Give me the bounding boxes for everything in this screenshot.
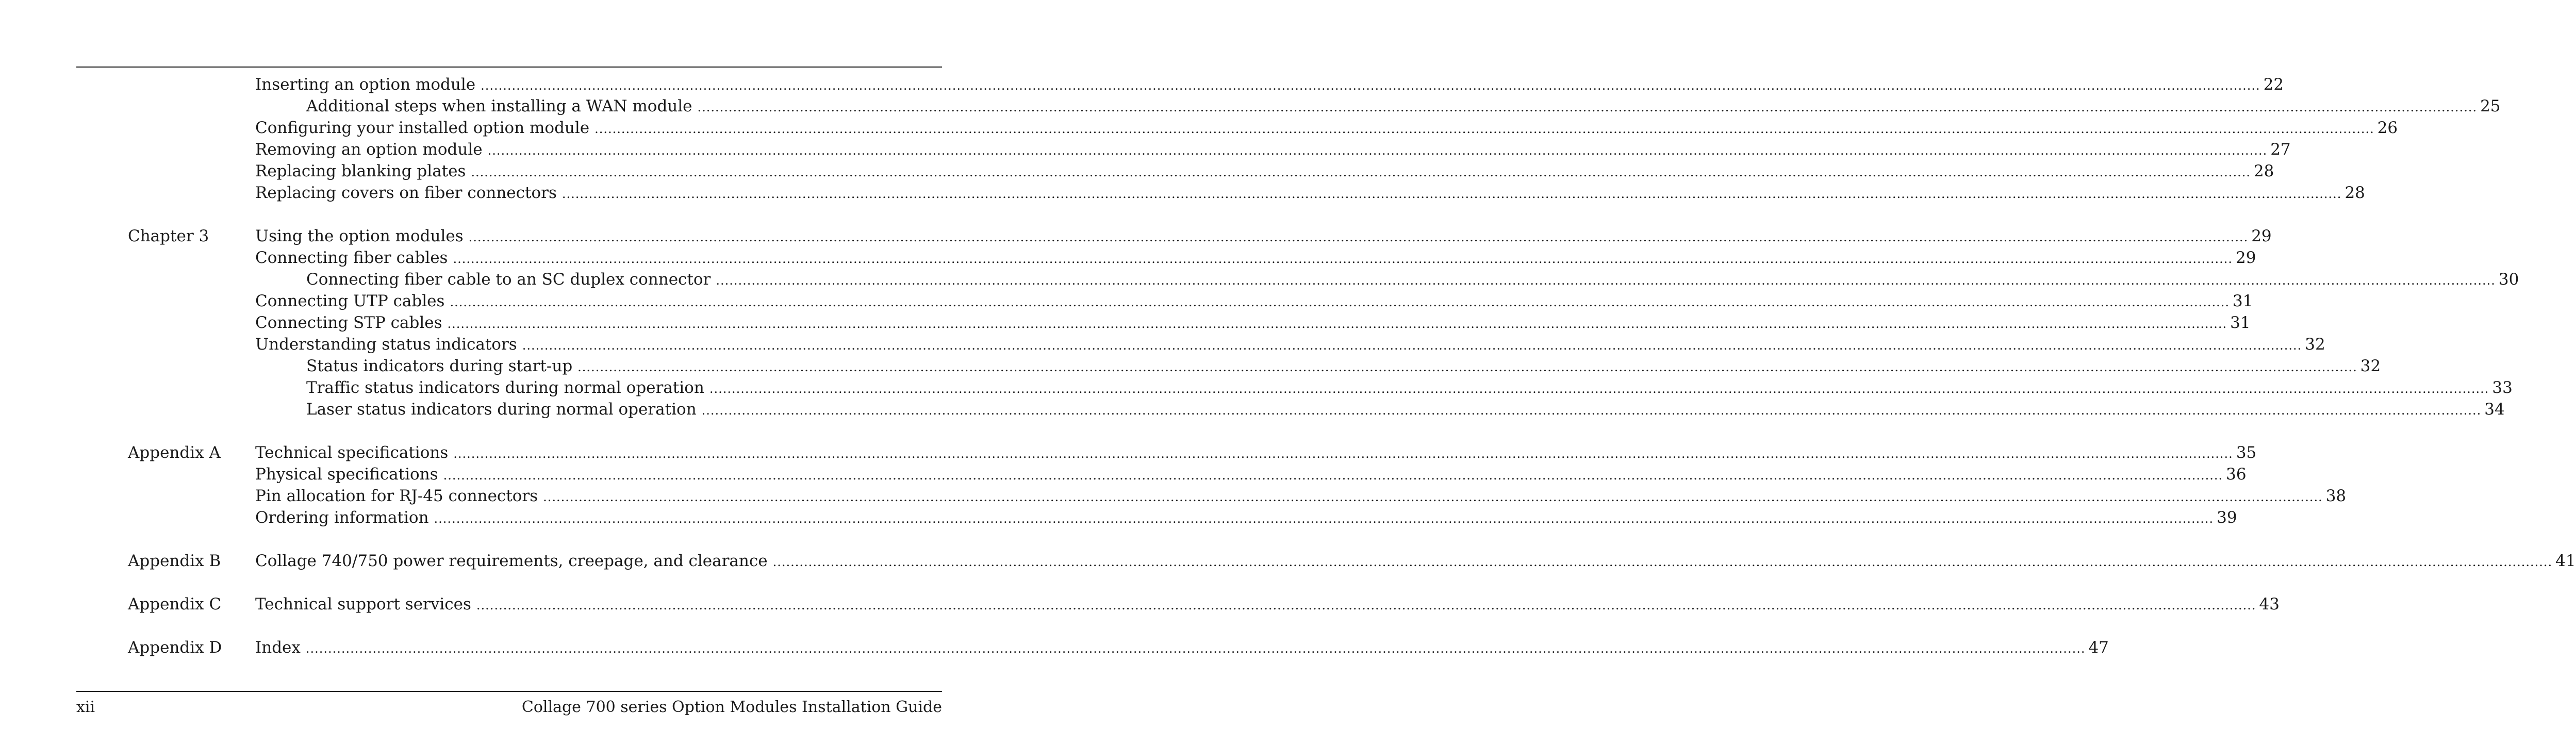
- toc-row: [0, 74, 2284, 95]
- toc-entry-title: Understanding status indicators: [255, 335, 517, 354]
- toc-entry-title: Collage 740/750 power requirements, creepage, and clearance: [255, 552, 768, 570]
- toc-row: [0, 117, 2398, 139]
- toc-row: [0, 225, 2272, 247]
- header-rule: [76, 67, 942, 68]
- toc-entry-title: Status indicators during start-up: [306, 357, 573, 375]
- toc-entry-link[interactable]: [255, 182, 2365, 205]
- toc-row: [0, 95, 2501, 117]
- footer-book-title: Collage 700 series Option Modules Installation Guide: [521, 698, 942, 716]
- toc-row: [0, 463, 2247, 485]
- toc-entry-page-number: 41: [2555, 552, 2576, 570]
- toc-entry-title: Connecting UTP cables: [255, 292, 445, 310]
- toc-entry-link[interactable]: [306, 269, 2519, 291]
- toc-row: [0, 485, 2347, 507]
- toc-entry-link[interactable]: [255, 334, 2325, 356]
- toc-entry-link[interactable]: [255, 247, 2256, 270]
- toc-entry-page-number: 29: [2236, 249, 2256, 267]
- toc-entry-title: Replacing covers on fiber connectors: [255, 184, 557, 202]
- dot-leader: ................................................................................................................................................................................................................................................................................................................................................................................................................: [481, 78, 2260, 93]
- toc-entry-link[interactable]: [255, 312, 2251, 335]
- toc-entry-title: Inserting an option module: [255, 75, 476, 94]
- toc-entry-page-number: 43: [2259, 595, 2280, 614]
- toc-row: [0, 550, 2576, 572]
- toc-row: [0, 637, 2109, 658]
- dot-leader: ................................................................................................................................................................................................................................................................................................................................................................................................................: [772, 555, 2553, 569]
- toc-entry-title: Technical specifications: [255, 443, 449, 462]
- toc-row: [0, 269, 2519, 290]
- toc-section-label: Appendix D: [128, 638, 222, 657]
- footer-page-number: xii: [76, 698, 95, 716]
- toc-entry-page-number: 22: [2263, 75, 2284, 94]
- toc-entry-link[interactable]: [255, 117, 2398, 140]
- toc-entry-title: Technical support services: [255, 595, 471, 614]
- dot-leader: ................................................................................................................................................................................................................................................................................................................................................................................................................: [471, 165, 2251, 179]
- dot-leader: ................................................................................................................................................................................................................................................................................................................................................................................................................: [543, 490, 2323, 504]
- toc-entry-link[interactable]: [306, 399, 2505, 421]
- dot-leader: ................................................................................................................................................................................................................................................................................................................................................................................................................: [453, 446, 2233, 461]
- toc-row: [0, 182, 2365, 204]
- dot-leader: ................................................................................................................................................................................................................................................................................................................................................................................................................: [468, 230, 2249, 244]
- toc-entry-page-number: 35: [2236, 443, 2257, 462]
- toc-row: [0, 355, 2381, 377]
- dot-leader: ................................................................................................................................................................................................................................................................................................................................................................................................................: [697, 100, 2478, 114]
- toc-row: [0, 334, 2325, 355]
- toc-entry-page-number: 32: [2305, 335, 2325, 354]
- toc-section-label: Appendix C: [128, 595, 222, 614]
- dot-leader: ................................................................................................................................................................................................................................................................................................................................................................................................................: [447, 317, 2227, 331]
- toc-entry-link[interactable]: [255, 485, 2347, 508]
- dot-leader: ................................................................................................................................................................................................................................................................................................................................................................................................................: [595, 122, 2374, 136]
- toc-entry-page-number: 31: [2233, 292, 2253, 310]
- toc-entry-link[interactable]: [255, 139, 2291, 161]
- toc-row: [0, 139, 2291, 160]
- toc-entry-page-number: 30: [2498, 270, 2519, 289]
- toc-entry-page-number: 32: [2360, 357, 2381, 375]
- toc-row: [0, 290, 2253, 312]
- dot-leader: ................................................................................................................................................................................................................................................................................................................................................................................................................: [716, 273, 2496, 288]
- dot-leader: ................................................................................................................................................................................................................................................................................................................................................................................................................: [434, 511, 2214, 526]
- dot-leader: ................................................................................................................................................................................................................................................................................................................................................................................................................: [709, 382, 2489, 396]
- toc-entry-link[interactable]: [255, 74, 2284, 96]
- toc-entry-page-number: 33: [2492, 378, 2513, 397]
- toc-entry-page-number: 25: [2480, 97, 2501, 115]
- toc-row: [0, 593, 2280, 615]
- toc-entry-title: Connecting fiber cables: [255, 249, 448, 267]
- toc-row: [0, 160, 2274, 182]
- toc-entry-page-number: 28: [2344, 184, 2365, 202]
- toc-entry-link[interactable]: [255, 550, 2576, 573]
- toc-row: [0, 442, 2257, 463]
- toc-entry-title: Index: [255, 638, 301, 657]
- toc-entry-title: Connecting fiber cable to an SC duplex connector: [306, 270, 711, 289]
- dot-leader: ................................................................................................................................................................................................................................................................................................................................................................................................................: [701, 403, 2482, 418]
- toc-entry-title: Physical specifications: [255, 465, 438, 484]
- toc-entry-page-number: 38: [2325, 487, 2347, 505]
- toc-entry-title: Replacing blanking plates: [255, 162, 466, 180]
- toc-row: [0, 507, 2237, 528]
- toc-section-label: Appendix B: [128, 552, 221, 570]
- toc-section-label: Chapter 3: [128, 227, 209, 245]
- toc-entry-title: Connecting STP cables: [255, 313, 442, 332]
- toc-entry-link[interactable]: [255, 160, 2274, 183]
- toc-entry-title: Traffic status indicators during normal operation: [306, 378, 704, 397]
- toc-entry-link[interactable]: [255, 507, 2237, 529]
- toc-entry-link[interactable]: [255, 290, 2253, 313]
- dot-leader: ................................................................................................................................................................................................................................................................................................................................................................................................................: [522, 338, 2302, 353]
- toc-entry-title: Laser status indicators during normal operation: [306, 400, 697, 419]
- toc-entry-page-number: 27: [2270, 140, 2291, 159]
- toc-entry-page-number: 36: [2226, 465, 2247, 484]
- toc-entry-page-number: 31: [2230, 313, 2251, 332]
- dot-leader: ................................................................................................................................................................................................................................................................................................................................................................................................................: [305, 641, 2086, 656]
- dot-leader: ................................................................................................................................................................................................................................................................................................................................................................................................................: [453, 252, 2233, 266]
- dot-leader: ................................................................................................................................................................................................................................................................................................................................................................................................................: [487, 143, 2268, 158]
- toc-entry-page-number: 29: [2251, 227, 2272, 245]
- toc-entry-link[interactable]: [306, 355, 2381, 378]
- toc-entry-link[interactable]: [255, 593, 2280, 616]
- toc-entry-link[interactable]: [255, 463, 2247, 486]
- toc-entry-link[interactable]: [306, 95, 2501, 118]
- toc-row: [0, 377, 2513, 399]
- toc-entry-link[interactable]: [255, 637, 2109, 659]
- toc-entry-page-number: 47: [2088, 638, 2109, 657]
- footer-rule: [76, 691, 942, 692]
- dot-leader: ................................................................................................................................................................................................................................................................................................................................................................................................................: [577, 360, 2357, 374]
- toc-entry-link[interactable]: [255, 225, 2272, 248]
- toc-row: [0, 399, 2505, 420]
- toc-row: [0, 247, 2256, 269]
- dot-leader: ................................................................................................................................................................................................................................................................................................................................................................................................................: [450, 295, 2230, 309]
- toc-row: [0, 312, 2251, 334]
- dot-leader: ................................................................................................................................................................................................................................................................................................................................................................................................................: [476, 598, 2256, 612]
- toc-entry-title: Using the option modules: [255, 227, 464, 245]
- toc-entry-page-number: 39: [2217, 508, 2237, 527]
- toc-entry-link[interactable]: [255, 442, 2257, 465]
- toc-entry-title: Configuring your installed option module: [255, 119, 590, 137]
- toc-entry-page-number: 28: [2253, 162, 2274, 180]
- toc-entry-link[interactable]: [306, 377, 2513, 400]
- toc-entry-title: Removing an option module: [255, 140, 483, 159]
- toc-entry-page-number: 26: [2377, 119, 2398, 137]
- toc-entry-title: Ordering information: [255, 508, 429, 527]
- toc-section-label: Appendix A: [128, 443, 221, 462]
- dot-leader: ................................................................................................................................................................................................................................................................................................................................................................................................................: [443, 468, 2223, 483]
- toc-entry-title: Pin allocation for RJ-45 connectors: [255, 487, 538, 505]
- dot-leader: ................................................................................................................................................................................................................................................................................................................................................................................................................: [562, 187, 2342, 201]
- toc-entry-title: Additional steps when installing a WAN module: [306, 97, 692, 115]
- toc-entry-page-number: 34: [2484, 400, 2505, 419]
